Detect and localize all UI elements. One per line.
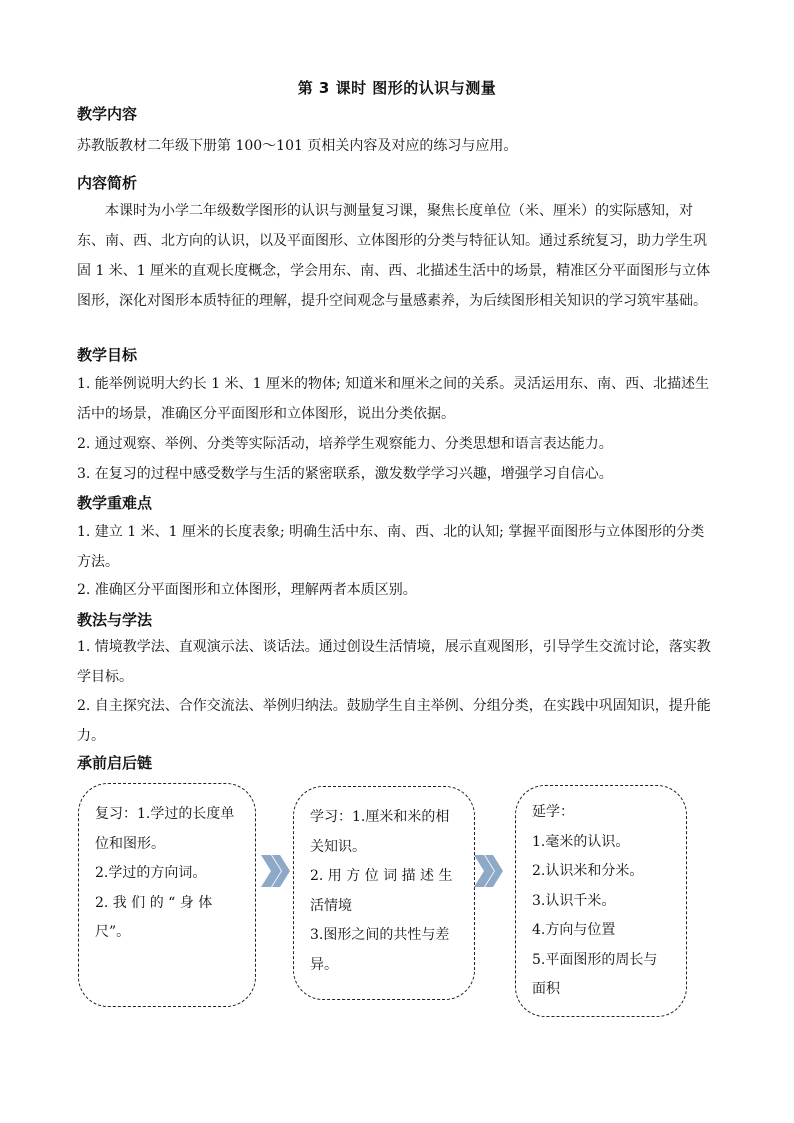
section-heading-methods: 教法与学法 — [77, 611, 153, 629]
keypoint-item-2: 2. 准确区分平面图形和立体图形，理解两者本质区别。 — [77, 582, 417, 598]
page-title: 第 3 课时 图形的认识与测量 — [297, 79, 497, 97]
review-box — [78, 783, 256, 1007]
goal-item-2: 2. 通过观察、举例、分类等实际活动，培养学生观察能力、分类思想和语言表达能力。 — [77, 436, 613, 452]
content-text: 苏教版教材二年级下册第 100～101 页相关内容及对应的练习与应用。 — [77, 138, 518, 154]
section-heading-keypoints: 教学重难点 — [77, 494, 153, 512]
extend-line-5: 4.方向与位置 — [532, 922, 616, 938]
learn-line-1: 学习：1.厘米和米的相关知识。 — [310, 809, 450, 855]
summary-text: 本课时为小学二年级数学图形的认识与测量复习课，聚焦长度单位（米、厘米）的实际感知，对东、南、西、北方向的认识，以及平面图形、立体图形的分类与特征认知。通过系统复习，助力学生巩固 1 米、1 厘米的直观长度概念，学会用东、南、西、北描述生活中的场景，精准区分平面图形与立体图形，深化对图形本质特征的理解，提升空间观念与量感素养，为后续图形相关知识的学习筑牢基础。 — [77, 203, 711, 309]
review-line-3: 2. 我 们 的 “ 身 体 尺”。 — [95, 894, 213, 940]
section-heading-summary: 内容简析 — [77, 174, 138, 192]
extend-line-6: 5.平面图形的周长与面积 — [532, 951, 658, 997]
extend-line-3: 2.认识米和分米。 — [532, 863, 644, 879]
method-item-2: 2. 自主探究法、合作交流法、举例归纳法。鼓励学生自主举例、分组分类，在实践中巩固知识，提升能力。 — [77, 698, 711, 744]
learn-box — [293, 786, 475, 1000]
learn-line-3: 3.图形之间的共性与差异。 — [310, 927, 450, 973]
goal-item-3: 3. 在复习的过程中感受数学与生活的紧密联系，激发数学学习兴趣，增强学习自信心。 — [77, 466, 613, 482]
double-chevron-right-icon — [259, 853, 293, 889]
review-line-1: 复习：1.学过的长度单位和图形。 — [95, 806, 235, 852]
review-line-2: 2.学过的方向词。 — [95, 865, 207, 881]
extend-box — [515, 785, 687, 1017]
learn-line-2: 2. 用 方 位 词 描 述 生活情境 — [310, 868, 453, 914]
section-heading-chain: 承前启后链 — [77, 754, 153, 772]
extend-line-2: 1.毫米的认识。 — [532, 833, 630, 850]
extend-line-1: 延学： — [532, 804, 574, 820]
section-heading-content: 教学内容 — [77, 105, 138, 123]
keypoint-item-1: 1. 建立 1 米、1 厘米的长度表象; 明确生活中东、南、西、北的认知; 掌握平面图形与立体图形的分类方法。 — [77, 524, 705, 570]
method-item-1: 1. 情境教学法、直观演示法、谈话法。通过创设生活情境，展示直观图形，引导学生交流讨论，落实教学目标。 — [77, 639, 711, 685]
section-heading-goals: 教学目标 — [77, 346, 138, 364]
double-chevron-right-icon — [472, 853, 506, 889]
goal-item-1: 1. 能举例说明大约长 1 米、1 厘米的物体; 知道米和厘米之间的关系。灵活运用东、南、西、北描述生活中的场景，准确区分平面图形和立体图形，说出分类依据。 — [77, 376, 710, 422]
extend-line-4: 3.认识千米。 — [532, 892, 616, 909]
